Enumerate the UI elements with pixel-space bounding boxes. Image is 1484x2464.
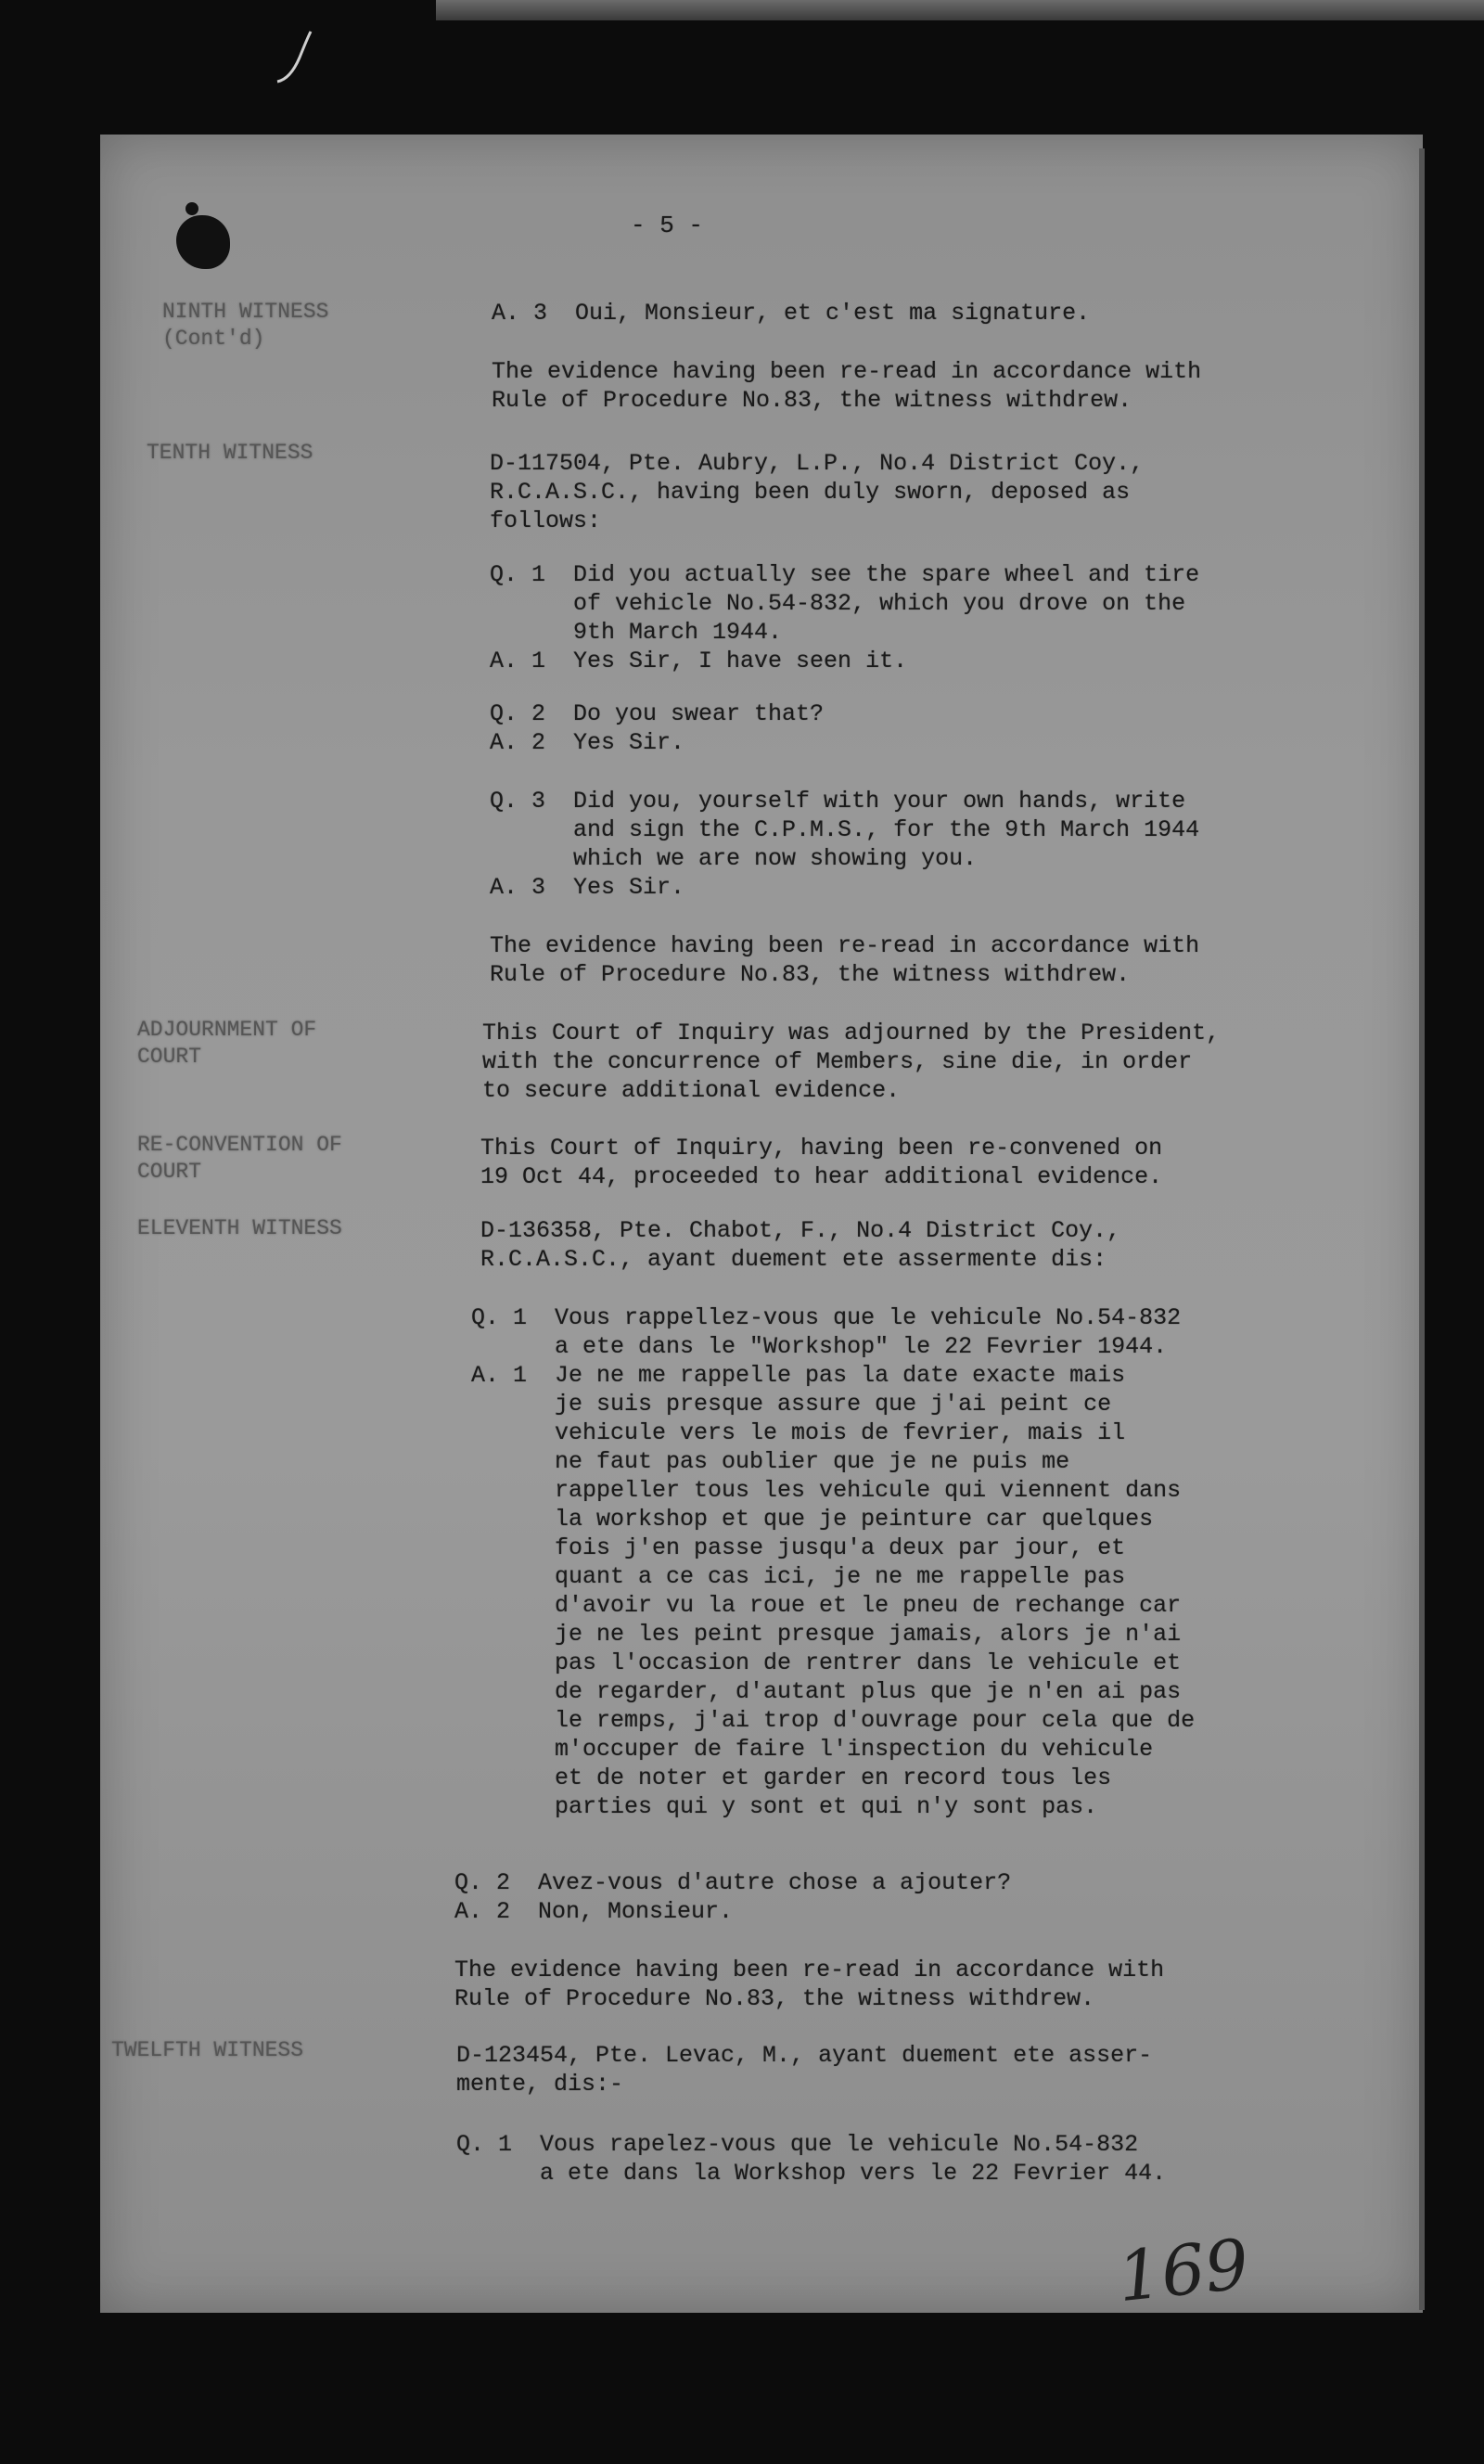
tenth-qa-2: Q. 2 Do you swear that? A. 2 Yes Sir. [490, 700, 825, 756]
reconvention-text: This Court of Inquiry, having been re-convened on 19 Oct 44, proceeded to hear additional evidence. [480, 1135, 1163, 1190]
eleventh-intro: D-136358, Pte. Chabot, F., No.4 District Coy., R.C.A.S.C., ayant duement ete assermente dis: [480, 1217, 1121, 1273]
tenth-qa-1: Q. 1 Did you actually see the spare wheel and tire of vehicle No.54-832, which you drove on the 9th March 1944. A. 1 Yes Sir, I have seen it. [490, 561, 1200, 674]
page-edge [1419, 148, 1425, 2310]
twelfth-intro: D-123454, Pte. Levac, M., ayant duement ete asser- mente, dis:- [456, 2042, 1153, 2098]
tenth-closing: The evidence having been re-read in accordance with Rule of Procedure No.83, the witness withdrew. [490, 932, 1200, 988]
twelfth-qa-1: Q. 1 Vous rapelez-vous que le vehicule No.54-832 a ete dans la Workshop vers le 22 Fevrier 44. [456, 2131, 1167, 2187]
page-number: - 5 - [631, 212, 704, 239]
ink-blot-mark [176, 215, 230, 269]
ninth-closing: The evidence having been re-read in accordance with Rule of Procedure No.83, the witness withdrew. [492, 358, 1202, 414]
eleventh-qa-2: Q. 2 Avez-vous d'autre chose a ajouter? A. 2 Non, Monsieur. [454, 1869, 1012, 1925]
film-strip-top [436, 0, 1484, 20]
handwritten-folio-number: 169 [1113, 2224, 1253, 2318]
adjournment-text: This Court of Inquiry was adjourned by the President, with the concurrence of Members, sine die, in order to secure additional evidence. [482, 1020, 1221, 1104]
tenth-intro: D-117504, Pte. Aubry, L.P., No.4 District Coy., R.C.A.S.C., having been duly sworn, deposed as follows: [490, 450, 1145, 534]
label-twelfth-witness: TWELFTH WITNESS [111, 2038, 304, 2062]
label-ninth-witness: NINTH WITNESS (Cont'd) [162, 300, 329, 351]
eleventh-closing: The evidence having been re-read in accordance with Rule of Procedure No.83, the witness withdrew. [454, 1957, 1165, 2012]
label-eleventh-witness: ELEVENTH WITNESS [137, 1216, 342, 1240]
tenth-qa-3: Q. 3 Did you, yourself with your own hands, write and sign the C.P.M.S., for the 9th March 1944 which we are now showing you. A. 3 Yes Sir. [490, 788, 1200, 901]
label-tenth-witness: TENTH WITNESS [147, 441, 313, 465]
eleventh-qa-1: Q. 1 Vous rappellez-vous que le vehicule No.54-832 a ete dans le "Workshop" le 22 Fevrier 1944. A. 1 Je ne me rappelle pas la date exacte mais je suis presque assure que j'ai peint ce vehicule vers le mois de fevrier, mais il ne faut pas oublier que je ne puis me rappeller tous les vehicule qui viennent dans la workshop et que je peinture car quelques fois j'en passe jusqu'a deux par jour, et quant a ce cas ici, je ne me rappelle pas d'avoir vu la roue et le pneu de rechange car je ne les peint presque jamais, alors je n'ai pas l'occasion de rentrer dans le vehicule et de regarder, d'autant plus que je n'en ai pas le remps, j'ai trop d'ouvrage pour cela que de m'occuper de faire l'inspection du vehicule et de noter et garder en record tous les parties qui y sont et qui n'y sont pas. [471, 1304, 1196, 1820]
label-reconvention: RE-CONVENTION OF COURT [137, 1133, 342, 1184]
label-adjournment: ADJOURNMENT OF COURT [137, 1018, 317, 1069]
ninth-answer-3: A. 3 Oui, Monsieur, et c'est ma signature. [492, 300, 1091, 327]
tick-mark-icon [274, 30, 313, 87]
